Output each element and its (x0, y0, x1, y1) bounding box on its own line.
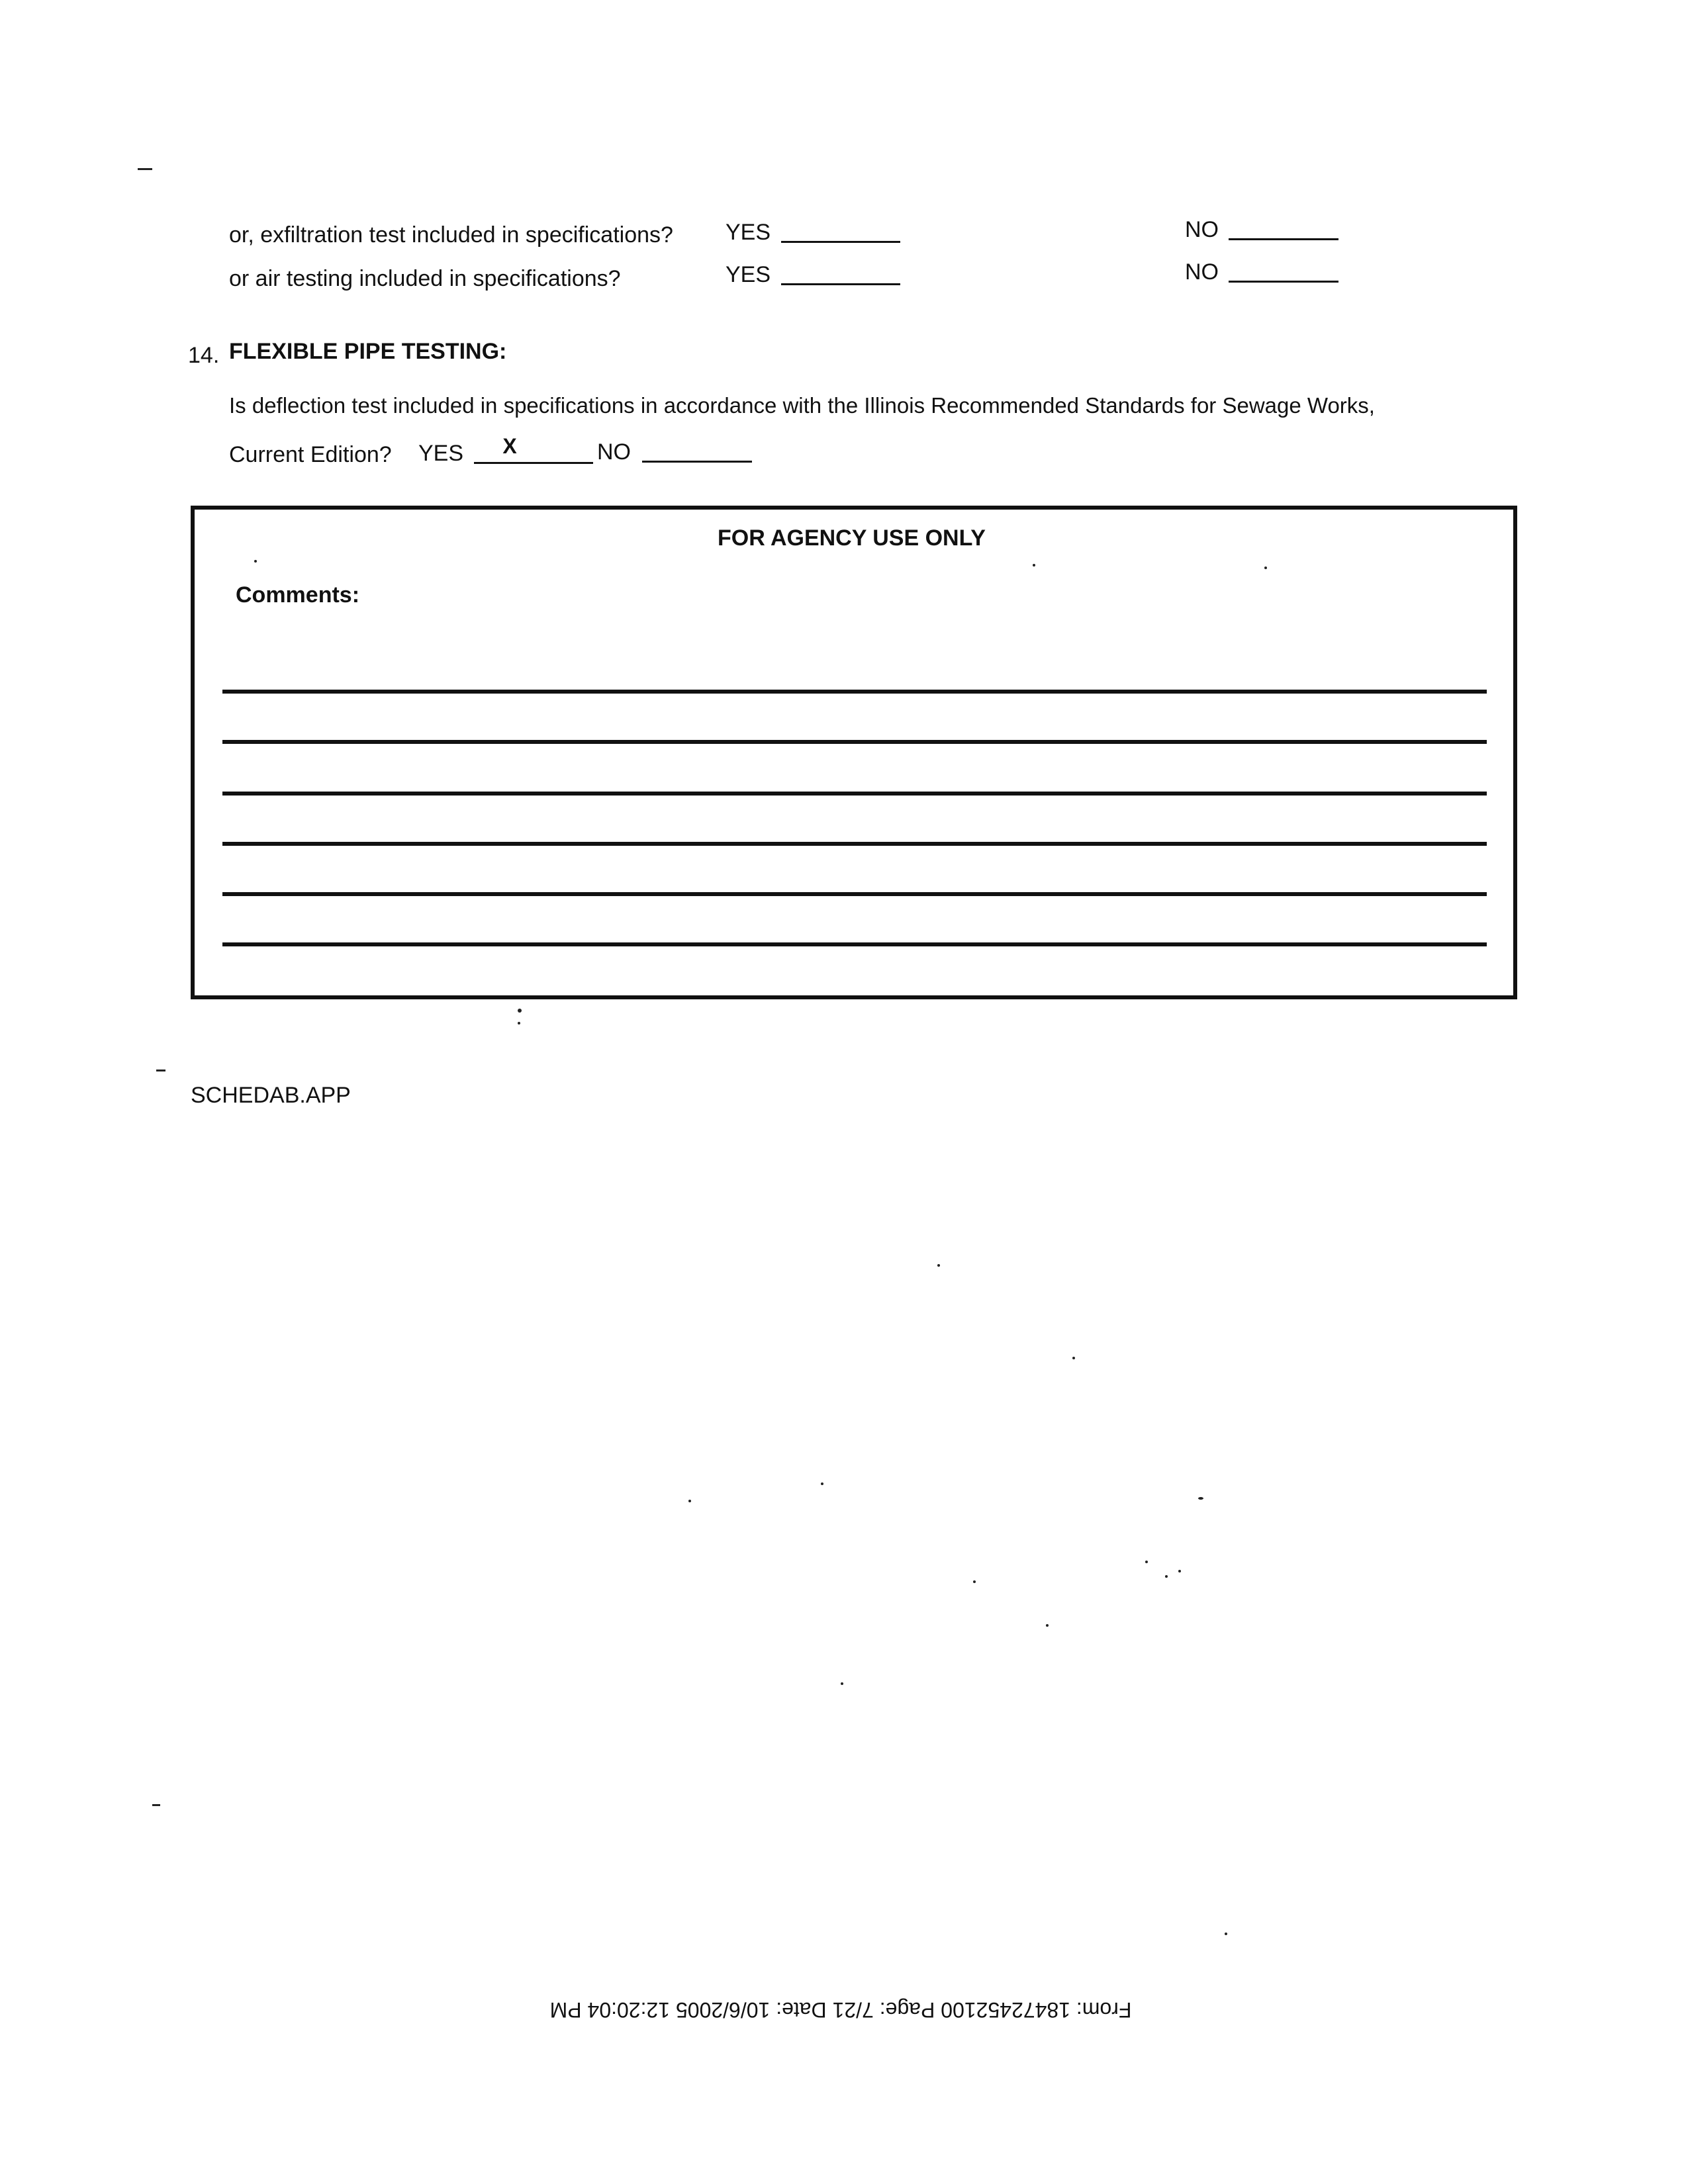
scan-speck (1198, 1497, 1203, 1500)
fax-footer: From: 18472452100 Page: 7/21 Date: 10/6/2005 12:20:04 PM (549, 1998, 1132, 2022)
scan-speck (156, 1069, 165, 1071)
comment-line-2[interactable] (222, 740, 1487, 744)
air-testing-question: or air testing included in specifications? (229, 266, 621, 291)
scan-speck (1072, 1357, 1075, 1359)
comment-line-6[interactable] (222, 942, 1487, 946)
scan-speck (1145, 1561, 1148, 1563)
deflection-no-blank[interactable] (642, 461, 752, 463)
air-testing-yes-label: YES (726, 262, 771, 287)
exfiltration-question: or, exfiltration test included in specifications? (229, 222, 673, 248)
scan-speck (1225, 1933, 1227, 1935)
deflection-yes-mark: X (502, 434, 517, 458)
scan-speck (138, 168, 152, 170)
comment-line-4[interactable] (222, 842, 1487, 846)
scan-speck (1264, 567, 1267, 569)
scan-speck (841, 1682, 843, 1685)
comment-line-5[interactable] (222, 892, 1487, 896)
section-number: 14. (188, 343, 220, 368)
air-testing-yes-blank[interactable] (781, 283, 900, 285)
deflection-question-line1: Is deflection test included in specifications in accordance with the Illinois Recommended Standards for Sewage Works, (229, 393, 1375, 418)
scan-speck (254, 560, 257, 563)
scan-speck (518, 1022, 520, 1024)
agency-box-title: FOR AGENCY USE ONLY (718, 525, 986, 551)
file-code: SCHEDAB.APP (191, 1083, 351, 1108)
air-testing-no-label: NO (1185, 259, 1219, 285)
deflection-yes-label: YES (418, 441, 464, 466)
scan-speck (1165, 1575, 1168, 1578)
scan-speck (152, 1804, 160, 1806)
section-title: FLEXIBLE PIPE TESTING: (229, 339, 507, 364)
comment-line-1[interactable] (222, 690, 1487, 694)
scan-speck (518, 1009, 522, 1013)
scan-speck (1033, 564, 1035, 567)
scan-speck (973, 1580, 976, 1583)
scan-speck (937, 1264, 940, 1267)
exfiltration-yes-blank[interactable] (781, 241, 900, 243)
comment-line-3[interactable] (222, 792, 1487, 796)
deflection-no-label: NO (597, 439, 631, 465)
scan-speck (688, 1500, 691, 1502)
exfiltration-no-blank[interactable] (1229, 238, 1338, 240)
scan-speck (1178, 1570, 1181, 1572)
deflection-question-line2: Current Edition? (229, 442, 392, 467)
exfiltration-no-label: NO (1185, 217, 1219, 242)
comments-label: Comments: (236, 582, 360, 608)
agency-use-box (191, 506, 1517, 999)
exfiltration-yes-label: YES (726, 220, 771, 245)
air-testing-no-blank[interactable] (1229, 281, 1338, 283)
scan-speck (821, 1482, 823, 1485)
deflection-yes-blank[interactable] (474, 462, 593, 464)
scan-speck (1046, 1624, 1049, 1627)
